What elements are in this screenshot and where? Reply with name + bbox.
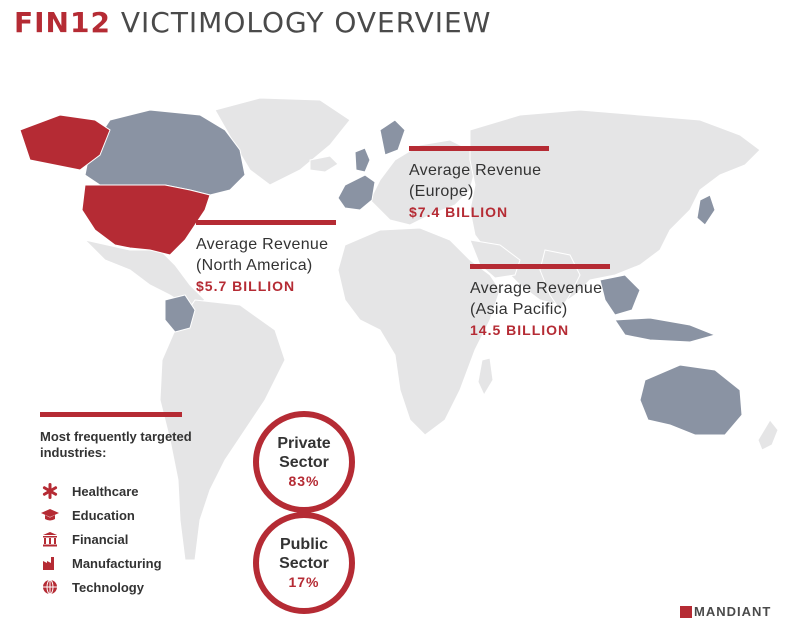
revenue-label: Average Revenue <box>196 236 329 253</box>
title-text: VICTIMOLOGY OVERVIEW <box>120 6 492 39</box>
private-sector-circle <box>253 411 355 513</box>
industry-label: Healthcare <box>72 483 139 499</box>
graduation-cap-icon <box>40 507 60 523</box>
revenue-region: (Europe) <box>409 183 474 200</box>
madagascar <box>478 358 493 395</box>
revenue-bar <box>470 264 610 269</box>
sector-label: Public <box>279 536 328 553</box>
revenue-value: $5.7 BILLION <box>196 278 296 294</box>
industry-label: Manufacturing <box>72 555 162 571</box>
revenue-region: (Asia Pacific) <box>470 301 568 318</box>
scandinavia <box>380 120 405 155</box>
logo-mark <box>680 606 692 618</box>
industries-heading: Most frequently targeted industries: <box>40 429 192 460</box>
industry-item <box>40 503 240 527</box>
revenue-label: Average Revenue <box>409 162 542 179</box>
industry-item <box>40 575 240 599</box>
sector-label: Sector <box>279 555 329 572</box>
western-europe <box>338 175 375 210</box>
industry-item <box>40 551 240 575</box>
canada <box>85 110 245 195</box>
industry-label: Financial <box>72 531 129 547</box>
industry-item <box>40 527 240 551</box>
revenue-asia-pacific <box>470 264 610 340</box>
industries-panel <box>40 412 240 599</box>
globe-icon <box>40 579 60 595</box>
industries-bar <box>40 412 182 417</box>
uk <box>355 148 370 172</box>
factory-icon <box>40 555 60 571</box>
revenue-label: Average Revenue <box>470 280 603 297</box>
indonesia <box>615 318 715 342</box>
mandiant-logo <box>680 604 771 619</box>
new-zealand <box>758 420 778 450</box>
logo-text: MANDIANT <box>694 604 772 619</box>
revenue-europe <box>409 146 549 222</box>
title-brand: FIN12 <box>14 6 111 39</box>
sector-percent: 83% <box>288 473 320 489</box>
australia <box>640 365 742 435</box>
industry-item <box>40 479 240 503</box>
revenue-value: $7.4 BILLION <box>409 204 509 220</box>
revenue-north-america <box>196 220 336 296</box>
revenue-value: 14.5 BILLION <box>470 322 570 338</box>
medical-star-icon <box>40 483 60 499</box>
revenue-bar <box>196 220 336 225</box>
sector-label: Private <box>277 435 331 452</box>
page-title <box>14 6 491 39</box>
bank-icon <box>40 531 60 547</box>
revenue-region: (North America) <box>196 257 313 274</box>
industry-label: Technology <box>72 579 144 595</box>
public-sector-circle <box>253 512 355 614</box>
japan <box>697 195 715 225</box>
industry-label: Education <box>72 507 135 523</box>
industries-list <box>40 479 240 599</box>
revenue-bar <box>409 146 549 151</box>
sector-label: Sector <box>279 454 329 471</box>
sector-percent: 17% <box>288 574 320 590</box>
